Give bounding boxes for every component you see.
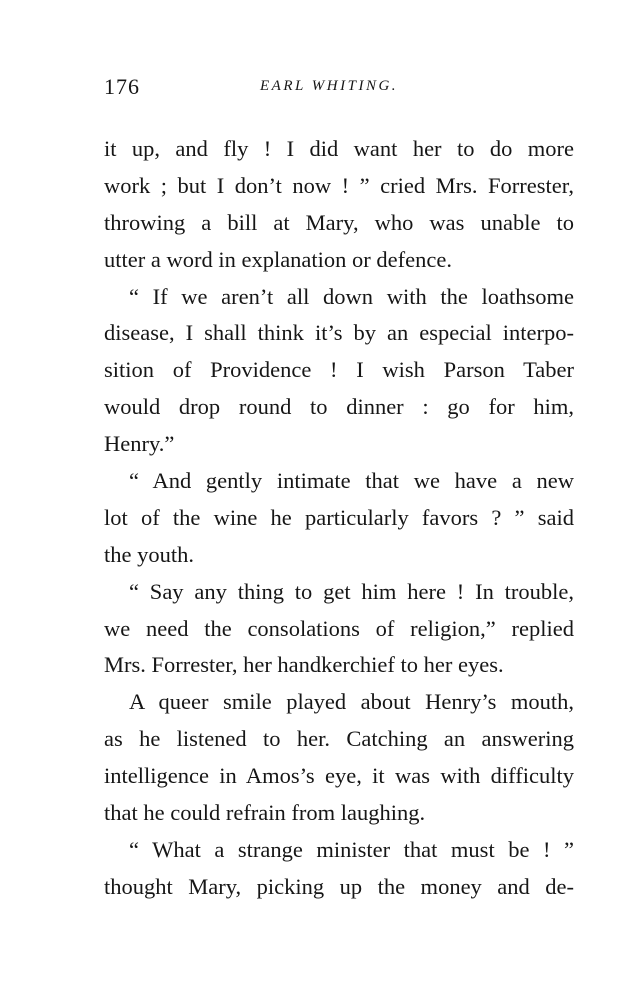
text-line: the youth. bbox=[104, 541, 194, 567]
text-line: thought Mary, picking up the money and de- bbox=[104, 873, 574, 899]
text-line: throwing a bill at Mary, who was unable to bbox=[104, 209, 574, 235]
text-line: utter a word in explanation or defence. bbox=[104, 246, 452, 272]
text-line: work ; but I don’t now ! ” cried Mrs. Forrester, bbox=[104, 172, 574, 198]
text-line: “ And gently intimate that we have a new bbox=[129, 468, 574, 494]
running-head: EARL WHITING. bbox=[260, 78, 399, 94]
text-line: intelligence in Amos’s eye, it was with difficulty bbox=[104, 763, 574, 789]
page-number: 176 bbox=[104, 74, 140, 99]
text-line: sition of Providence ! I wish Parson Taber bbox=[104, 357, 574, 383]
text-line: “ What a strange minister that must be ! ” bbox=[129, 836, 574, 862]
body-text bbox=[104, 131, 574, 906]
text-line: “ Say any thing to get him here ! In trouble, bbox=[129, 578, 574, 604]
text-line: it up, and fly ! I did want her to do more bbox=[104, 136, 574, 161]
text-line: lot of the wine he particularly favors ? ” said bbox=[104, 504, 574, 530]
text-line: “ If we aren’t all down with the loathsome bbox=[129, 283, 574, 309]
text-line: A queer smile played about Henry’s mouth, bbox=[129, 689, 574, 715]
page-header bbox=[104, 74, 574, 104]
text-line: as he listened to her. Catching an answering bbox=[104, 726, 574, 752]
text-line: would drop round to dinner : go for him, bbox=[104, 394, 574, 420]
text-line: Henry.” bbox=[104, 431, 175, 457]
text-line: that he could refrain from laughing. bbox=[104, 800, 426, 826]
text-line: disease, I shall think it’s by an especial interpo- bbox=[104, 320, 574, 346]
text-line: we need the consolations of religion,” replied bbox=[104, 615, 574, 641]
text-line: Mrs. Forrester, her handkerchief to her eyes. bbox=[104, 652, 504, 678]
